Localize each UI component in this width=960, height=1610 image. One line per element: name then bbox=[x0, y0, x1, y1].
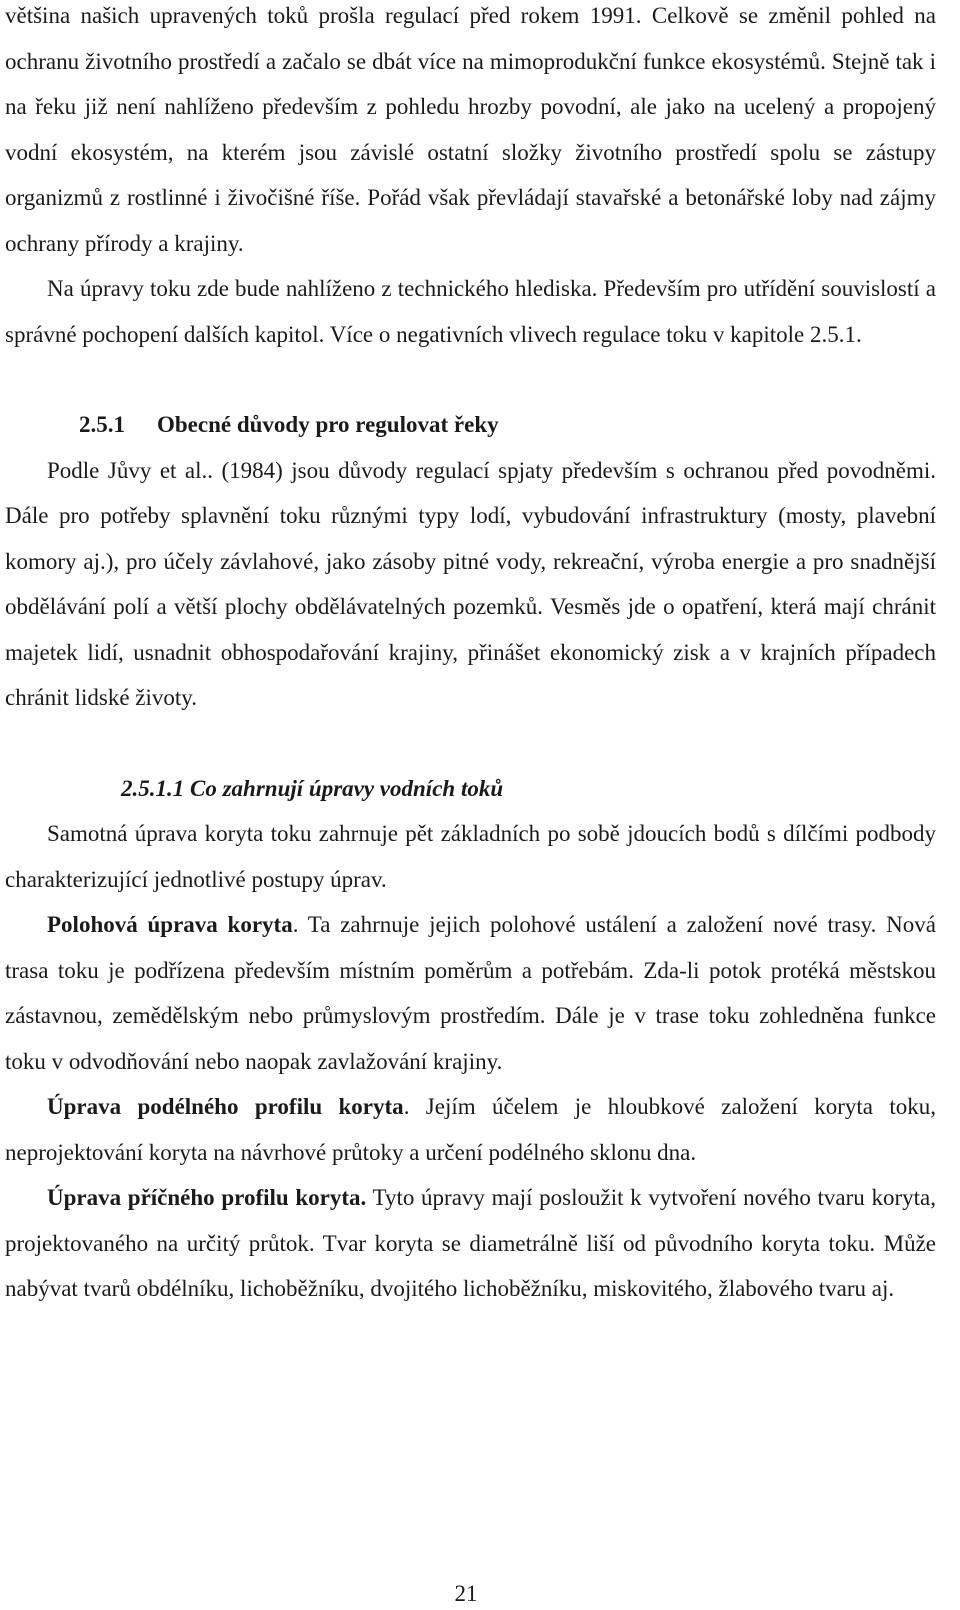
page-number: 21 bbox=[454, 1581, 478, 1606]
page-content bbox=[5, 0, 936, 1312]
heading-title: Obecné důvody pro regulovat řeky bbox=[157, 412, 499, 437]
paragraph-text: . Jejím účelem je hloubkové založení koryta toku, neprojektování koryta na návrhové průtoky a určení podélného sklonu dna. bbox=[5, 1094, 936, 1165]
paragraph-position-modification bbox=[5, 902, 936, 1084]
heading-2-5-1-1: 2.5.1.1 Co zahrnují úpravy vodních toků bbox=[121, 775, 504, 801]
term-position-modification: Polohová úprava koryta bbox=[47, 912, 293, 937]
heading-number: 2.5.1 bbox=[79, 412, 125, 437]
paragraph-river-perception: většina našich upravených toků prošla regulací před rokem 1991. Celkově se změnil pohled na ochranu životního prostředí a začalo se dbát více na mimoprodukční funkce ekosystémů. Stejně tak i na řeku již není nahlíženo především z pohledu hrozby povodní, ale jako na ucelený a propojený vodní ekosystém, na kterém jsou závislé ostatní složky životního prostředí spolu se zástupy organizmů z rostlinné i živočišné říše. Pořád však převládají stavařské a betonářské loby nad zájmy ochrany přírody a krajiny. bbox=[5, 3, 936, 256]
paragraph-regulation-reasons: Podle Jůvy et al.. (1984) jsou důvody regulací spjaty především s ochranou před povodněmi. Dále pro potřeby splavnění toku různými typy lodí, vybudování infrastruktury (mosty, plavební komory aj.), pro účely závlahové, jako zásoby pitné vody, rekreační, výroba energie a pro snadnější obdělávání polí a větší plochy obdělávatelných pozemků. Vesměs jde o opatření, která mají chránit majetek lidí, usnadnit obhospodařování krajiny, přinášet ekonomický zisk a v krajních případech chránit lidské životy. bbox=[5, 457, 936, 710]
paragraph-text: . Ta zahrnuje jejich polohové ustálení a založení nové trasy. Nová trasa toku je podřízena především místním poměrům a potřebám. Zda-li potok protéká městskou zástavnou, zemědělským nebo průmyslovým prostředím. Dále je v trase toku zohledněna funkce toku v odvodňování nebo naopak zavlažování krajiny. bbox=[5, 912, 936, 1074]
spacer bbox=[5, 357, 936, 402]
paragraph-cross-profile bbox=[5, 1175, 936, 1312]
heading-2-5-1 bbox=[5, 402, 936, 448]
paragraph-technical-view: Na úpravy toku zde bude nahlíženo z technického hlediska. Především pro utřídění souvislostí a správné pochopení dalších kapitol. Více o negativních vlivech regulace toku v kapitole 2.5.1. bbox=[5, 276, 936, 347]
paragraph-longitudinal-profile bbox=[5, 1084, 936, 1175]
term-longitudinal-profile: Úprava podélného profilu koryta bbox=[47, 1094, 404, 1119]
spacer bbox=[5, 721, 936, 766]
term-cross-profile: Úprava příčného profilu koryta. bbox=[47, 1185, 367, 1210]
paragraph-channel-modification: Samotná úprava koryta toku zahrnuje pět základních po sobě jdoucích bodů s dílčími podbody charakterizující jednotlivé postupy úprav. bbox=[5, 821, 936, 892]
paragraph-text: Tyto úpravy mají posloužit k vytvoření nového tvaru koryta, projektovaného na určitý průtok. Tvar koryta se diametrálně liší od původního koryta toku. Může nabývat tvarů obdélníku, lichoběžníku, dvojitého lichoběžníku, miskovitého, žlabového tvaru aj. bbox=[5, 1185, 936, 1301]
